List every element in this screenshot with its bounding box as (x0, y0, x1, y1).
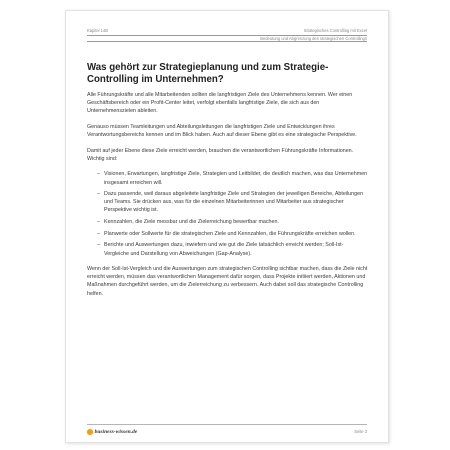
list-item-text: Dazu passende, weil daraus abgeleitete langfristige Ziele und Strategien der jeweiligen Bereiche, Abteilungen und Teams. Sie drücken aus, was für die einzelnen Mitarbeiterinnen und Mitarbeiter aus strategischer Perspektive wichtig ist. (104, 191, 364, 214)
logo-text: business-wissen.de (94, 429, 138, 435)
list-item (87, 241, 368, 257)
closing-paragraph: Wenn der Soll-Ist-Vergleich und die Auswertungen zum strategischen Controlling sichtbar machen, dass die Ziele nicht erreicht werden, müssen das verantwortlichen Management dafür sorgen, dass Projekte initiiert werden, Aktionen und Maßnahmen durchgeführt werden, um die Zielerreichung zu verbessern. Auch dabei soll das strategische Controlling helfen. (87, 266, 368, 297)
header-chapter: Kapitel 14B (87, 28, 108, 33)
list-item-text: Kennzahlen, die Ziele messbar und die Zielerreichung bewertbar machen. (104, 219, 279, 226)
header-section: Bedeutung und Abgrenzung des strategischen Controllings (260, 35, 367, 41)
page-title: Was gehört zur Strategieplanung und zum Strategie-Controlling im Unternehmen? (87, 62, 329, 85)
dash-bullet: – (97, 191, 100, 198)
footer-divider (87, 424, 367, 425)
list-item (87, 230, 368, 238)
header-divider-bottom (87, 41, 367, 42)
page-header (87, 28, 367, 34)
dash-bullet: – (97, 219, 100, 226)
dash-bullet: – (97, 242, 100, 249)
list-item-text: Visionen, Erwartungen, langfristige Ziele, Strategien und Leitbilder, die deutlich machen, was das Unternehmen insgesamt erreichen will. (104, 171, 368, 186)
header-book-title: Strategisches Controlling mit Excel (303, 28, 367, 33)
dash-bullet: – (97, 171, 100, 178)
logo-dot-icon (87, 429, 93, 435)
list-item (87, 170, 368, 186)
footer-logo[interactable] (87, 428, 137, 436)
list-item-text: Berichte und Auswertungen dazu, inwiefern und wie gut die Ziele tatsächlich erreicht werden; Soll-Ist-Vergleiche und Darstellung von Abweichungen (Gap-Analyse). (104, 242, 344, 257)
list-item (87, 218, 368, 226)
bullet-list (87, 170, 368, 257)
body-text (87, 91, 368, 305)
paragraph: Damit auf jeder Ebene diese Ziele erreicht werden, brauchen die verantwortlichen Führungskräfte Informationen. Wichtig sind: (87, 147, 354, 162)
list-item-text: Planwerte oder Sollwerte für die strategischen Ziele und Kennzahlen, die Führungskräfte erreichen wollen. (104, 230, 356, 237)
paragraph: Genauso müssen Teamleitungen und Abteilungsleitungen die langfristigen Ziele und Entwicklungen ihres Verantwortungsbereichs kennen und im Blick haben. Auch auf dieser Ebene gibt es eine strategische Perspektive. (87, 123, 357, 138)
dash-bullet: – (97, 230, 100, 237)
list-item (87, 190, 368, 214)
document-page (65, 10, 389, 443)
paragraph: Alle Führungskräfte und alle Mitarbeitenden sollten die langfristigen Ziele des Unternehmens kennen. Wer einen Geschäftsbereich oder ein Profit-Center leitet, verfolgt ebenfalls langfristige Ziele, die sich aus den Unternehmenszielen ableiten. (87, 92, 353, 115)
page-number: Seite 3 (354, 429, 367, 434)
